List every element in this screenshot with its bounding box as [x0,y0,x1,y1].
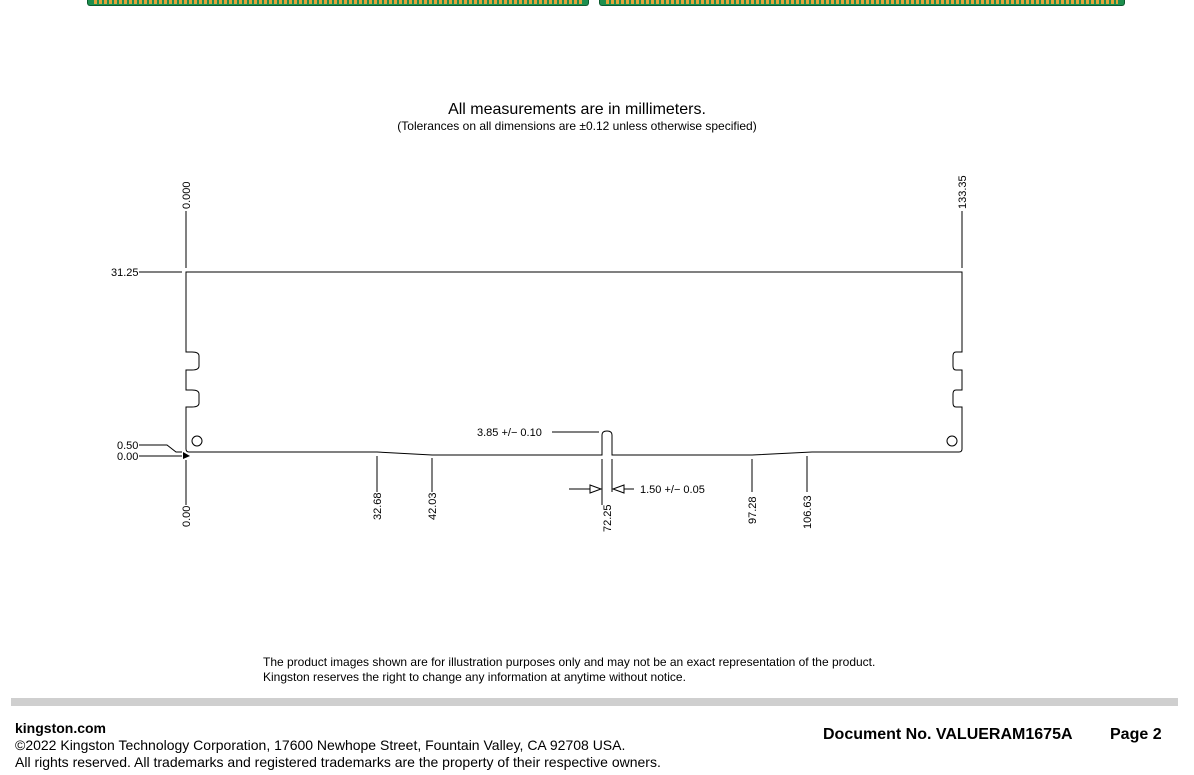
page-number: Page 2 [1110,726,1162,743]
disclaimer-line-1: The product images shown are for illustration purposes only and may not be an exact representation of the product. [263,655,876,669]
dim-notch-width: 1.50 +/− 0.05 [640,484,705,496]
dim-x-72: 72.25 [602,504,614,532]
dim-y-0: 0.00 [117,451,139,463]
dim-notch-depth: 3.85 +/− 0.10 [477,427,542,439]
measurement-heading: All measurements are in millimeters. [448,101,706,118]
dim-x-0-bottom: 0.00 [181,505,193,527]
tolerance-note: (Tolerances on all dimensions are ±0.12 unless otherwise specified) [397,119,757,133]
dim-x-97: 97.28 [747,496,759,524]
dim-x-0-top: 0.000 [181,181,193,209]
mounting-hole-left [192,436,202,446]
website-link[interactable]: kingston.com [15,720,107,736]
dim-x-42: 42.03 [427,492,439,520]
copyright-text: ©2022 Kingston Technology Corporation, 17600 Newhope Street, Fountain Valley, CA 92708 USA. [15,737,626,753]
dim-x-106: 106.63 [802,495,814,529]
rights-text: All rights reserved. All trademarks and registered trademarks are the property of their respective owners. [15,754,661,770]
document-number: Document No. VALUERAM1675A [823,726,1073,743]
mounting-hole-right [947,436,957,446]
disclaimer-line-2: Kingston reserves the right to change any information at anytime without notice. [263,670,686,684]
dim-offset: 0.50 [117,440,139,452]
dim-height: 31.25 [111,267,139,279]
dim-x-133: 133.35 [957,175,969,209]
footer-divider [11,698,1178,706]
disclaimer [263,655,875,685]
dim-x-32: 32.68 [372,492,384,520]
module-outline [186,272,962,455]
